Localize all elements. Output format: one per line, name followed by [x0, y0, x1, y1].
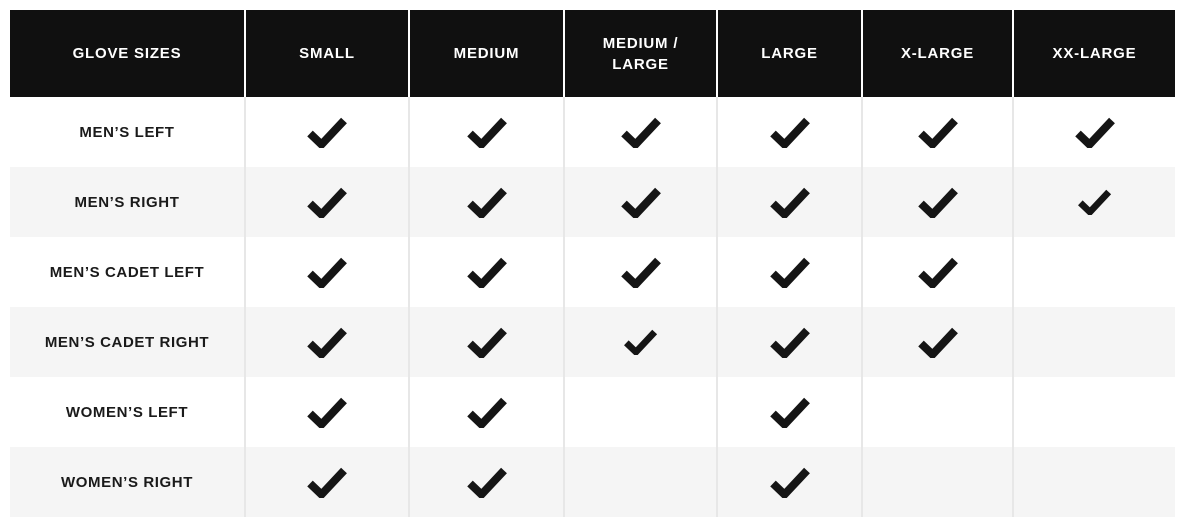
table-cell-checked — [244, 307, 408, 377]
header-label: SMALL — [299, 45, 355, 62]
header-label: LARGE — [761, 45, 818, 62]
checkmark-icon — [917, 257, 959, 288]
header-cell-xx-large — [1012, 10, 1175, 97]
table-cell-checked — [408, 97, 563, 167]
table-cell-checked — [408, 237, 563, 307]
table-row-men-s-right — [10, 167, 1175, 237]
header-cell-x-large — [861, 10, 1012, 97]
table-cell-empty — [861, 377, 1012, 447]
checkmark-icon — [466, 257, 508, 288]
table-cell-checked — [1012, 97, 1175, 167]
table-cell-checked — [244, 377, 408, 447]
checkmark-icon — [769, 117, 811, 148]
table-cell-checked — [861, 167, 1012, 237]
table-cell-checked — [563, 167, 716, 237]
table-cell-checked — [716, 377, 861, 447]
table-cell-checked — [1012, 167, 1175, 237]
row-label: WOMEN’S RIGHT — [61, 473, 193, 491]
header-label: MEDIUM / LARGE — [602, 34, 679, 73]
table-body — [10, 97, 1175, 517]
table-cell-empty — [1012, 307, 1175, 377]
checkmark-icon — [306, 327, 348, 358]
table-cell-checked — [716, 167, 861, 237]
row-label: MEN’S CADET LEFT — [49, 263, 205, 281]
checkmark-icon — [306, 117, 348, 148]
table-cell-empty — [563, 447, 716, 517]
checkmark-icon — [769, 397, 811, 428]
checkmark-icon — [620, 257, 662, 288]
table-row-women-s-right — [10, 447, 1175, 517]
checkmark-icon — [466, 117, 508, 148]
header-cell-medium — [408, 10, 563, 97]
table-cell-checked — [716, 307, 861, 377]
row-label: MEN’S LEFT — [79, 123, 175, 141]
checkmark-icon — [769, 187, 811, 218]
table-cell-checked — [408, 447, 563, 517]
header-label: X-LARGE — [900, 45, 975, 62]
checkmark-icon — [917, 187, 959, 218]
header-label: MEDIUM — [453, 45, 520, 62]
table-cell-checked — [244, 447, 408, 517]
checkmark-icon — [769, 467, 811, 498]
checkmark-icon — [620, 187, 662, 218]
row-label: MEN’S RIGHT — [74, 193, 180, 211]
checkmark-icon — [466, 327, 508, 358]
table-cell-checked — [244, 97, 408, 167]
table-cell-empty — [861, 447, 1012, 517]
table-cell-checked — [563, 237, 716, 307]
checkmark-icon — [306, 397, 348, 428]
header-label: XX-LARGE — [1052, 45, 1137, 62]
table-row-men-s-cadet-right — [10, 307, 1175, 377]
table-cell-empty — [1012, 447, 1175, 517]
table-row-men-s-left — [10, 97, 1175, 167]
checkmark-icon — [623, 329, 658, 355]
table-cell-checked — [408, 167, 563, 237]
table-cell-checked — [861, 97, 1012, 167]
table-cell-checked — [563, 97, 716, 167]
table-cell-empty — [563, 377, 716, 447]
table-cell-checked — [716, 97, 861, 167]
table-cell-checked — [716, 237, 861, 307]
table-header-row — [10, 10, 1175, 97]
checkmark-icon — [306, 187, 348, 218]
checkmark-icon — [620, 117, 662, 148]
checkmark-icon — [917, 117, 959, 148]
checkmark-icon — [466, 187, 508, 218]
table-cell-checked — [408, 377, 563, 447]
header-label: GLOVE SIZES — [72, 45, 182, 62]
table-cell-checked — [861, 237, 1012, 307]
table-cell-checked — [244, 167, 408, 237]
checkmark-icon — [1074, 117, 1116, 148]
checkmark-icon — [466, 467, 508, 498]
checkmark-icon — [466, 397, 508, 428]
glove-size-chart — [10, 10, 1175, 517]
checkmark-icon — [769, 257, 811, 288]
table-cell-checked — [716, 447, 861, 517]
table-cell-checked — [244, 237, 408, 307]
table-cell-checked — [408, 307, 563, 377]
table-cell-empty — [1012, 377, 1175, 447]
table-row-women-s-left — [10, 377, 1175, 447]
row-label: WOMEN’S LEFT — [65, 403, 189, 421]
header-cell-medium-large — [563, 10, 716, 97]
table-cell-checked — [861, 307, 1012, 377]
checkmark-icon — [769, 327, 811, 358]
table-row-men-s-cadet-left — [10, 237, 1175, 307]
table-cell-checked — [563, 307, 716, 377]
table-cell-empty — [1012, 237, 1175, 307]
checkmark-icon — [306, 467, 348, 498]
header-cell-large — [716, 10, 861, 97]
checkmark-icon — [1077, 189, 1112, 215]
checkmark-icon — [917, 327, 959, 358]
header-cell-glove-sizes — [10, 10, 244, 97]
checkmark-icon — [306, 257, 348, 288]
header-cell-small — [244, 10, 408, 97]
row-label: MEN’S CADET RIGHT — [44, 333, 210, 351]
